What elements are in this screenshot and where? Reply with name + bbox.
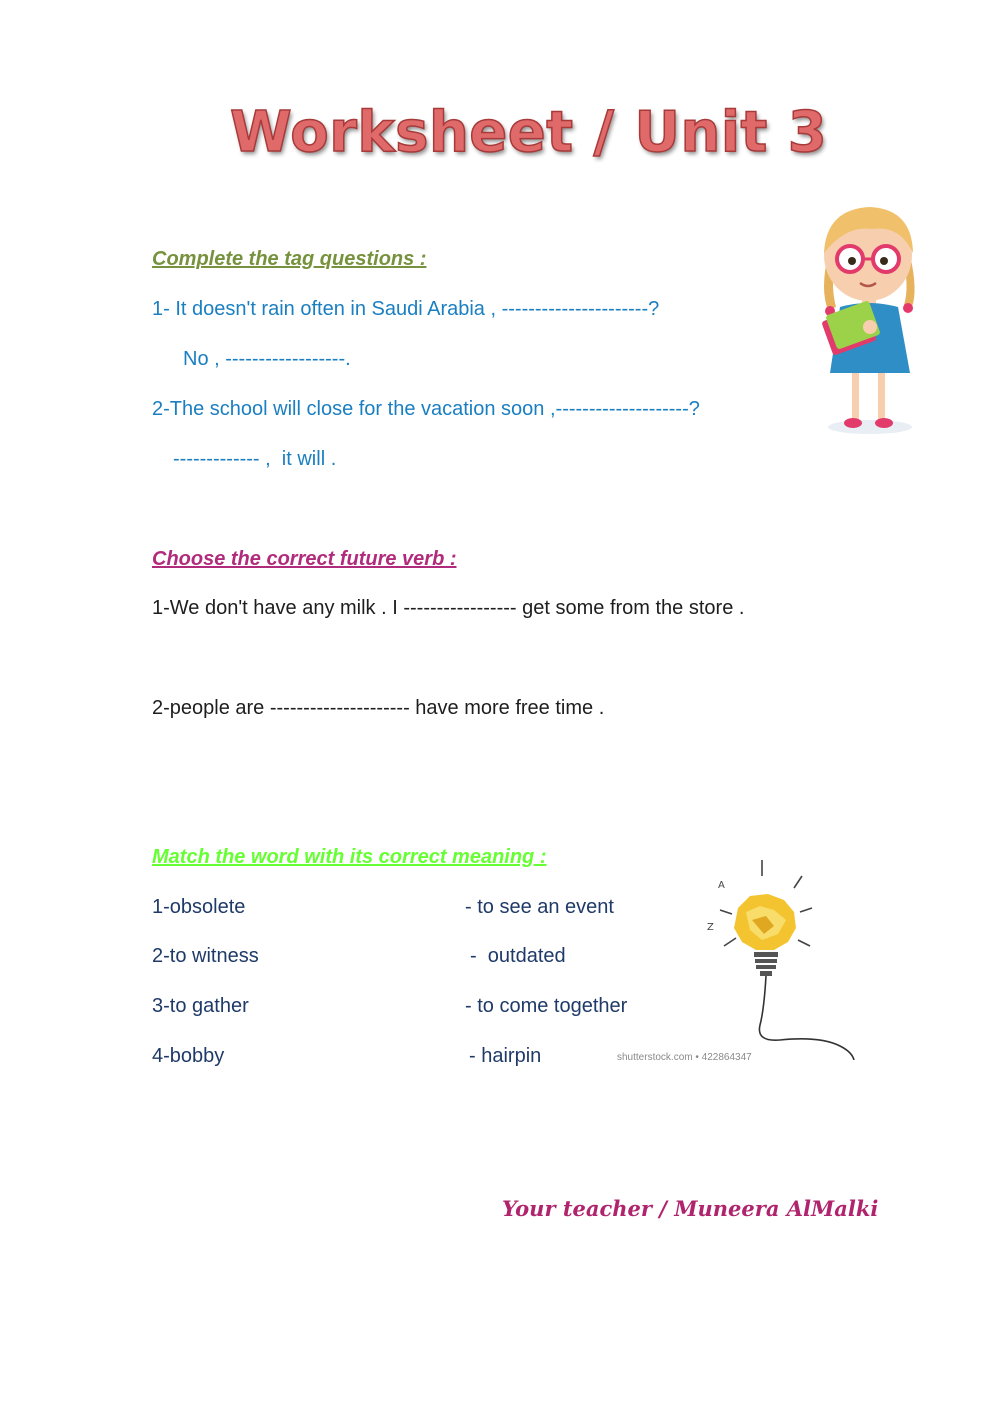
section-heading-future-verb: Choose the correct future verb : — [152, 548, 457, 570]
girl-with-books-illustration — [800, 195, 930, 470]
tag-question-1: 1- It doesn't rain often in Saudi Arabia , ----------------------? — [152, 298, 660, 320]
tag-answer-1: No , ------------------. — [183, 348, 351, 370]
tag-answer-2: ------------- , it will . — [173, 448, 337, 470]
match-meaning-3: - to come together — [465, 995, 628, 1017]
match-word-4: 4-bobby — [152, 1045, 225, 1067]
page-title: Worksheet / Unit 3 — [230, 100, 828, 165]
image-credit: shutterstock.com • 422864347 — [617, 1052, 752, 1063]
section-heading-tag-questions: Complete the tag questions : — [152, 248, 427, 270]
svg-text:Z: Z — [707, 922, 714, 933]
match-word-3: 3-to gather — [152, 995, 249, 1017]
match-word-2: 2-to witness — [152, 945, 259, 967]
section-heading-match: Match the word with its correct meaning : — [152, 846, 547, 868]
match-meaning-2: - outdated — [470, 945, 566, 967]
teacher-signature: Your teacher / Muneera AlMalki — [502, 1196, 879, 1221]
future-question-1: 1-We don't have any milk . I ----------------- get some from the store . — [152, 597, 745, 619]
svg-text:A: A — [718, 880, 725, 891]
future-question-2: 2-people are --------------------- have more free time . — [152, 697, 605, 719]
match-meaning-4: - hairpin — [469, 1045, 542, 1067]
tag-question-2: 2-The school will close for the vacation soon ,--------------------? — [152, 398, 700, 420]
crumpled-paper-lightbulb-illustration — [690, 850, 865, 1060]
match-word-1: 1-obsolete — [152, 896, 246, 918]
match-meaning-1: - to see an event — [465, 896, 614, 918]
